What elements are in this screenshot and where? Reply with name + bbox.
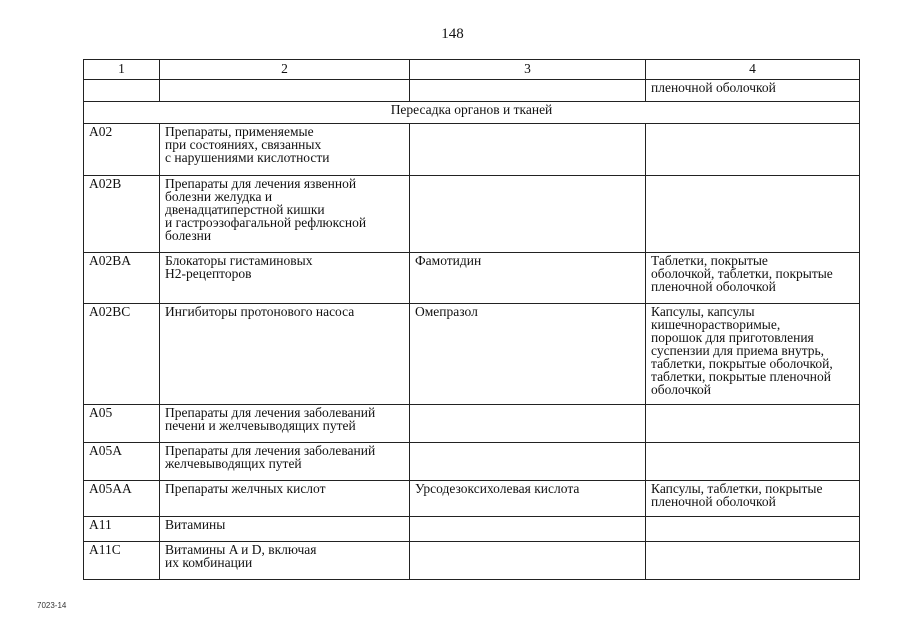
form-cell (646, 176, 860, 253)
drug-cell (410, 304, 646, 405)
cell-text: A05A (89, 443, 122, 458)
header-cell-1: 1 (84, 60, 160, 80)
table-cell: пленочной оболочкой (646, 80, 860, 102)
group-cell (160, 481, 410, 517)
table-row (84, 304, 860, 405)
cell-text: Урсодезоксихолевая кислота (415, 481, 580, 496)
continuation-row (84, 80, 860, 102)
table-row (84, 124, 860, 176)
section-title: Пересадка органов и тканей (84, 102, 860, 124)
cell-text: Таблетки, покрытые оболочкой, таблетки, покрытые пленочной оболочкой (651, 253, 833, 294)
cell-text: A11 (89, 517, 112, 532)
cell-text: Препараты, применяемые при состояниях, связанных с нарушениями кислотности (165, 124, 330, 165)
group-cell (160, 253, 410, 304)
cell-text: A02B (89, 176, 122, 191)
form-cell (646, 542, 860, 580)
form-cell (646, 517, 860, 542)
cell-text: Препараты для лечения язвенной болезни желудка и двенадцатиперстной кишки и гастроэзофагальной рефлюксной болезни (165, 176, 367, 243)
group-cell (160, 443, 410, 481)
group-cell (160, 517, 410, 542)
cell-text: Фамотидин (415, 253, 482, 268)
group-cell (160, 124, 410, 176)
drug-cell (410, 443, 646, 481)
drug-cell (410, 124, 646, 176)
cell-text: Капсулы, таблетки, покрытые пленочной оболочкой (651, 481, 823, 509)
drug-table (83, 59, 860, 580)
form-cell (646, 253, 860, 304)
table-row (84, 176, 860, 253)
table-cell (84, 80, 160, 102)
table-row (84, 253, 860, 304)
cell-text: A02 (89, 124, 113, 139)
form-cell (646, 481, 860, 517)
cell-text: A05 (89, 405, 113, 420)
code-cell (84, 253, 160, 304)
cell-text: A02BA (89, 253, 132, 268)
form-cell (646, 405, 860, 443)
group-cell (160, 176, 410, 253)
header-cell-2: 2 (160, 60, 410, 80)
cell-text: Препараты для лечения заболеваний желчевыводящих путей (165, 443, 376, 471)
cell-text: Ингибиторы протонового насоса (165, 304, 355, 319)
group-cell (160, 542, 410, 580)
code-cell (84, 517, 160, 542)
header-row (84, 60, 860, 80)
drug-cell (410, 481, 646, 517)
cell-text: Блокаторы гистаминовых H2-рецепторов (165, 253, 313, 281)
header-cell-3: 3 (410, 60, 646, 80)
table-row (84, 517, 860, 542)
code-cell (84, 304, 160, 405)
table-row (84, 542, 860, 580)
drug-cell (410, 176, 646, 253)
cell-text: Препараты для лечения заболеваний печени и желчевыводящих путей (165, 405, 376, 433)
drug-cell (410, 517, 646, 542)
cell-text: Капсулы, капсулы кишечнорастворимые, порошок для приготовления суспензии для приема внутрь, таблетки, покрытые оболочкой, таблетки, покрытые пленочной оболочкой (651, 304, 833, 397)
cell-text: A02BC (89, 304, 131, 319)
table-cell (410, 80, 646, 102)
form-cell (646, 124, 860, 176)
document-code: 7023-14 (37, 601, 67, 610)
cell-text: Витамины A и D, включая их комбинации (165, 542, 317, 570)
code-cell (84, 176, 160, 253)
table-row (84, 481, 860, 517)
form-cell (646, 443, 860, 481)
cell-text: Витамины (165, 517, 226, 532)
cell-text: A05AA (89, 481, 132, 496)
cell-text: Препараты желчных кислот (165, 481, 326, 496)
group-cell (160, 304, 410, 405)
group-cell (160, 405, 410, 443)
code-cell (84, 405, 160, 443)
code-cell (84, 443, 160, 481)
cell-text: A11C (89, 542, 121, 557)
section-row (84, 102, 860, 124)
form-cell (646, 304, 860, 405)
table-row (84, 405, 860, 443)
page-number: 148 (441, 26, 464, 42)
header-cell-4: 4 (646, 60, 860, 80)
table-row (84, 443, 860, 481)
code-cell (84, 481, 160, 517)
cell-text: Омепразол (415, 304, 478, 319)
code-cell (84, 124, 160, 176)
drug-cell (410, 542, 646, 580)
table-cell (160, 80, 410, 102)
code-cell (84, 542, 160, 580)
drug-cell (410, 253, 646, 304)
drug-cell (410, 405, 646, 443)
